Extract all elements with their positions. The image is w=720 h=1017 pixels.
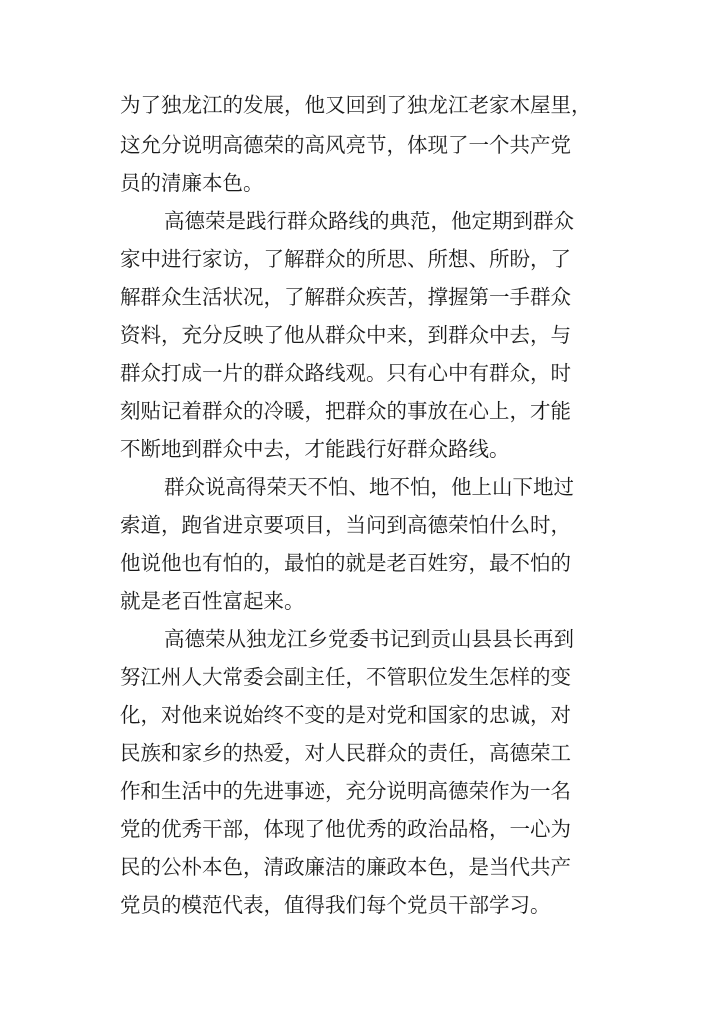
text-line: 党的优秀干部，体现了他优秀的政治品格，一心为	[120, 817, 571, 841]
text-line: 就是老百性富起来。	[120, 589, 305, 613]
paragraph-first-line: 高德荣从独龙江乡党委书记到贡山县县长再到	[164, 627, 574, 651]
text-line: 索道，跑省进京要项目，当问到高德荣怕什么时，	[120, 513, 571, 537]
text-line: 民族和家乡的热爱，对人民群众的责任，高德荣工	[120, 741, 571, 765]
text-line: 他说他也有怕的，最怕的就是老百姓穷，最不怕的	[120, 551, 571, 575]
text-line: 化，对他来说始终不变的是对党和国家的忠诚，对	[120, 703, 571, 727]
text-line: 刻贴记着群众的冷暖，把群众的事放在心上，才能	[120, 399, 571, 423]
text-line: 不断地到群众中去，才能践行好群众路线。	[120, 437, 510, 461]
text-line: 员的清廉本色。	[120, 171, 264, 195]
paragraph-first-line: 高德荣是践行群众路线的典范，他定期到群众	[164, 209, 574, 233]
text-line: 努江州人大常委会副主任，不管职位发生怎样的变	[120, 665, 571, 689]
text-line: 家中进行家访，了解群众的所思、所想、所盼，了	[120, 247, 571, 271]
text-line: 解群众生活状况，了解群众疾苦，撑握第一手群众	[120, 285, 571, 309]
paragraph-first-line: 群众说高得荣天不怕、地不怕，他上山下地过	[164, 475, 574, 499]
text-line: 群众打成一片的群众路线观。只有心中有群众，时	[120, 361, 571, 385]
text-line: 为了独龙江的发展，他又回到了独龙江老家木屋里，	[120, 93, 592, 117]
text-line: 这允分说明高德荣的高风亮节，体现了一个共产党	[120, 133, 571, 157]
text-line: 党员的模范代表，值得我们每个党员干部学习。	[120, 893, 551, 917]
text-line: 民的公朴本色，清政廉洁的廉政本色，是当代共产	[120, 855, 571, 879]
text-line: 作和生活中的先进事迹，充分说明高德荣作为一名	[120, 779, 571, 803]
text-line: 资料，充分反映了他从群众中来，到群众中去，与	[120, 323, 571, 347]
